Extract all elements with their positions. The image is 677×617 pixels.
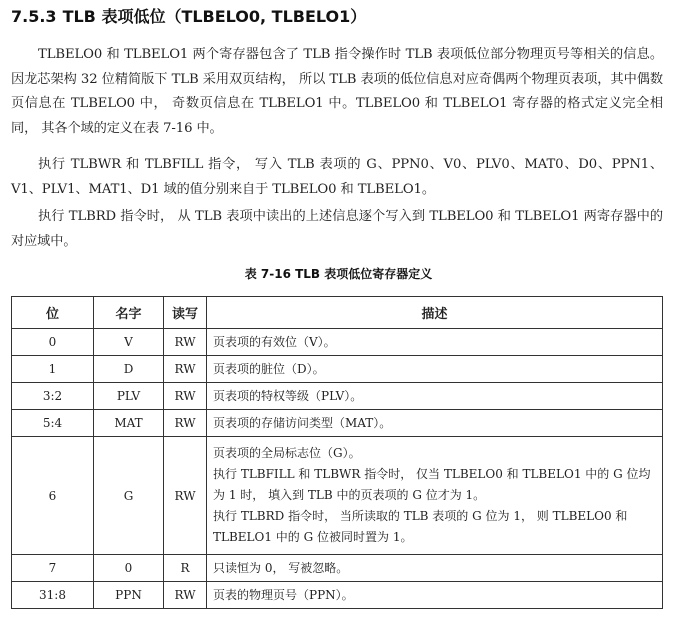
- cell-rw: RW: [164, 582, 207, 609]
- desc-line: 执行 TLBRD 指令时， 当所读取的 TLB 表项的 G 位为 1， 则 TLBELO0 和 TLBELO1 中的 G 位被同时置为 1。: [213, 509, 628, 544]
- cell-name: 0: [94, 555, 164, 582]
- header-bits: 位: [12, 297, 94, 329]
- cell-bits: 5:4: [12, 410, 94, 437]
- section-number: 7.5.3: [11, 7, 57, 26]
- desc-line: 执行 TLBFILL 和 TLBWR 指令时， 仅当 TLBELO0 和 TLBELO1 中的 G 位均为 1 时， 填入到 TLB 中的页表项的 G 位才为 1。: [213, 467, 651, 502]
- cell-bits: 6: [12, 437, 94, 555]
- table-row: [12, 582, 663, 609]
- desc-line: 页表项的全局标志位（G）。: [213, 446, 361, 460]
- table-caption: 表 7-16 TLB 表项低位寄存器定义: [244, 267, 433, 281]
- section-heading: [11, 4, 366, 27]
- cell-rw: RW: [164, 329, 207, 356]
- cell-desc: [207, 437, 663, 555]
- cell-desc: 页表项的脏位（D）。: [207, 356, 663, 383]
- cell-desc: 页表的物理页号（PPN）。: [207, 582, 663, 609]
- header-desc: 描述: [207, 297, 663, 329]
- cell-name: PPN: [94, 582, 164, 609]
- cell-name: MAT: [94, 410, 164, 437]
- table-row: [12, 437, 663, 555]
- cell-rw: RW: [164, 410, 207, 437]
- cell-desc: 只读恒为 0， 写被忽略。: [207, 555, 663, 582]
- header-rw: 读写: [164, 297, 207, 329]
- cell-desc: 页表项的有效位（V）。: [207, 329, 663, 356]
- table-row: [12, 329, 663, 356]
- cell-rw: RW: [164, 437, 207, 555]
- cell-desc: 页表项的特权等级（PLV）。: [207, 383, 663, 410]
- cell-desc: 页表项的存储访问类型（MAT）。: [207, 410, 663, 437]
- cell-bits: 1: [12, 356, 94, 383]
- cell-name: D: [94, 356, 164, 383]
- cell-bits: 31:8: [12, 582, 94, 609]
- table-row: [12, 410, 663, 437]
- cell-bits: 7: [12, 555, 94, 582]
- paragraph-intro: TLBELO0 和 TLBELO1 两个寄存器包含了 TLB 指令操作时 TLB 表项低位部分物理页号等相关的信息。因龙芯架构 32 位精简版下 TLB 采用双页结构， 所以 TLB 表项的低位信息对应奇偶两个物理页表项，其中偶数页信息在 TLBELO0 中， 奇数页信息在 TLBELO1 中。TLBELO0 和 TLBELO1 寄存器的格式定义完全相同， 其各个域的定义在表 7-16 中。: [11, 47, 663, 136]
- cell-bits: 3:2: [12, 383, 94, 410]
- cell-name: V: [94, 329, 164, 356]
- cell-bits: 0: [12, 329, 94, 356]
- paragraph-tlbwr: 执行 TLBWR 和 TLBFILL 指令， 写入 TLB 表项的 G、PPN0、V0、PLV0、MAT0、D0、PPN1、V1、PLV1、MAT1、D1 域的值分别来自于 TLBELO0 和 TLBELO1。: [11, 157, 663, 197]
- cell-rw: R: [164, 555, 207, 582]
- table-row: [12, 356, 663, 383]
- table-header-row: [12, 297, 663, 329]
- cell-rw: RW: [164, 383, 207, 410]
- section-title: TLB 表项低位（TLBELO0, TLBELO1）: [62, 7, 367, 26]
- cell-rw: RW: [164, 356, 207, 383]
- cell-name: G: [94, 437, 164, 555]
- paragraph-tlbrd: 执行 TLBRD 指令时， 从 TLB 表项中读出的上述信息逐个写入到 TLBELO0 和 TLBELO1 两寄存器中的对应域中。: [11, 209, 663, 249]
- header-name: 名字: [94, 297, 164, 329]
- table-row: [12, 383, 663, 410]
- cell-name: PLV: [94, 383, 164, 410]
- table-row: [12, 555, 663, 582]
- register-table: [11, 296, 663, 609]
